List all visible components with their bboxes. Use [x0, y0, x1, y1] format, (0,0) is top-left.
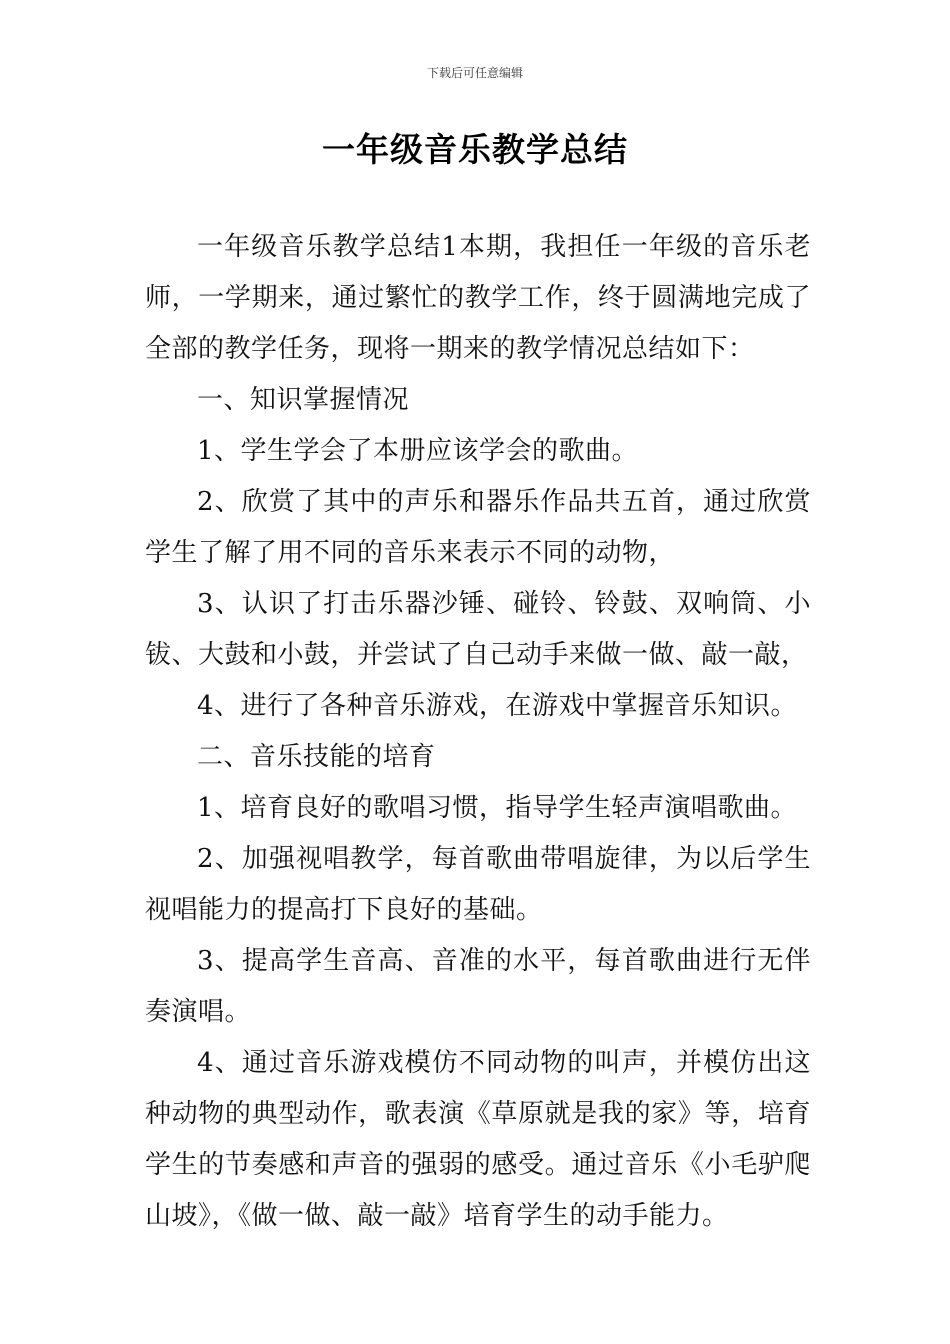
document-body	[145, 222, 811, 1242]
paragraph-knowledge-3: 3、认识了打击乐器沙锤、碰铃、铃鼓、双响筒、小钹、大鼓和小鼓，并尝试了自己动手来做一做、敲一敲，	[145, 589, 811, 670]
paragraph-knowledge-1: 1、学生学会了本册应该学会的歌曲。	[197, 436, 639, 466]
paragraph-skills-4: 4、通过音乐游戏模仿不同动物的叫声，并模仿出这种动物的典型动作，歌表演《草原就是我的家》等，培育学生的节奏感和声音的强弱的感受。通过音乐《小毛驴爬山坡》，《做一做、敲一敲》培育学生的动手能力。	[145, 1048, 811, 1231]
header-note: 下载后可任意编辑	[426, 66, 523, 80]
paragraph-skills-2: 2、加强视唱教学，每首歌曲带唱旋律，为以后学生视唱能力的提高打下良好的基础。	[145, 844, 811, 925]
paragraph-knowledge-4: 4、进行了各种音乐游戏，在游戏中掌握音乐知识。	[197, 691, 798, 721]
section-heading-knowledge: 一、知识掌握情况	[197, 385, 410, 415]
paragraph-intro: 一年级音乐教学总结1本期，我担任一年级的音乐老师，一学期来，通过繁忙的教学工作，终于圆满地完成了全部的教学任务，现将一期来的教学情况总结如下：	[145, 232, 811, 364]
paragraph-skills-1: 1、培育良好的歌唱习惯，指导学生轻声演唱歌曲。	[197, 793, 798, 823]
paragraph-knowledge-2: 2、欣赏了其中的声乐和器乐作品共五首，通过欣赏学生了解了用不同的音乐来表示不同的动物，	[145, 487, 811, 568]
document-title: 一年级音乐教学总结	[322, 130, 628, 169]
paragraph-skills-3: 3、提高学生音高、音准的水平，每首歌曲进行无伴奏演唱。	[145, 946, 811, 1027]
section-heading-skills: 二、音乐技能的培育	[197, 742, 436, 772]
